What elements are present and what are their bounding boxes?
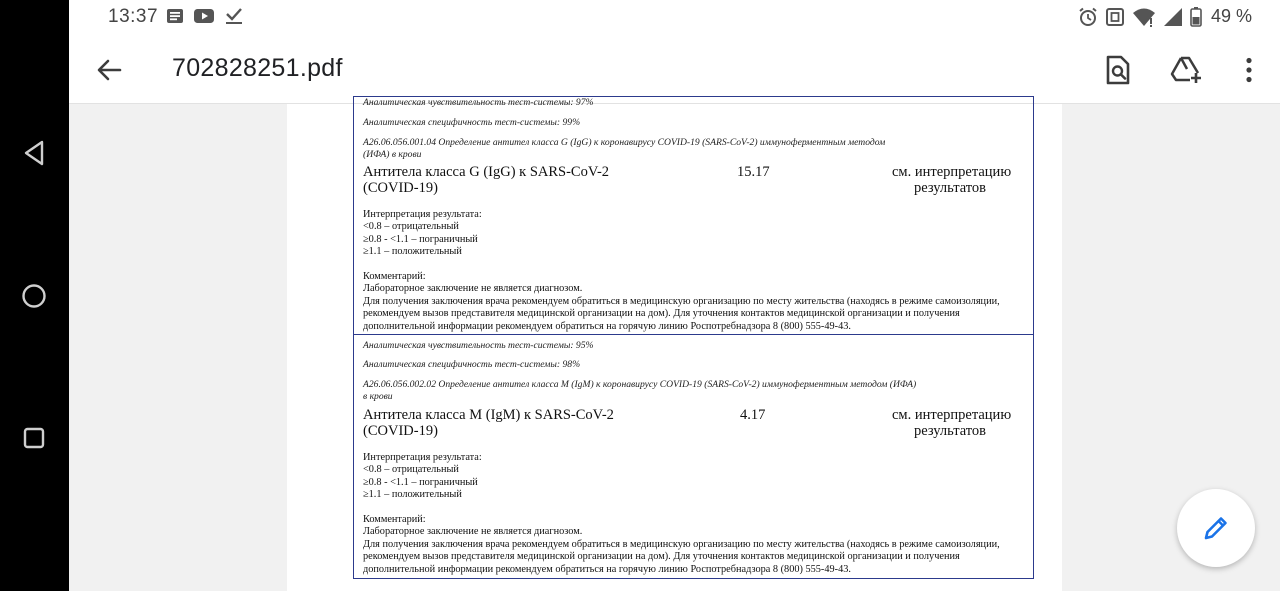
comment-g-4: дополнительной информации рекомендуем обратиться на горячую линию Роспотребнадзора 8 (800) 555-49-43. [363, 321, 851, 332]
interp-g-1: <0.8 – отрицательный [363, 221, 459, 232]
edit-fab-button[interactable] [1177, 489, 1255, 567]
reference-g-line2: результатов [914, 180, 987, 196]
system-navigation-bar [0, 0, 69, 591]
document-title: 702828251.pdf [172, 54, 343, 82]
youtube-notification-icon [193, 8, 215, 24]
find-in-document-button[interactable] [1100, 52, 1136, 88]
specificity-g-text: Аналитическая специфичность тест-системы: 99% [363, 117, 581, 128]
download-done-icon [224, 7, 244, 25]
result-table [353, 96, 1034, 579]
test-name-m-line1: Антитела класса M (IgM) к SARS-CoV-2 [363, 407, 614, 423]
add-to-drive-icon [1170, 56, 1204, 84]
result-value-m: 4.17 [740, 407, 766, 423]
status-bar [69, 0, 1280, 36]
arrow-back-icon [96, 58, 122, 82]
interp-m-title: Интерпретация результата: [363, 452, 482, 463]
comment-g-3: рекомендуем вызов представителя медицинской организации на дом). Для уточнения контактов медицинской организации и получения [363, 308, 960, 319]
reference-m-line2: результатов [914, 423, 987, 439]
test-name-m-line2: (COVID-19) [363, 423, 438, 439]
code-m-line2: в крови [363, 391, 393, 402]
test-name-g-line1: Антитела класса G (IgG) к SARS-CoV-2 [363, 164, 610, 180]
app-bar [69, 36, 1280, 104]
test-name-g-line2: (COVID-19) [363, 180, 438, 196]
square-recents-icon [22, 426, 46, 450]
alarm-icon [1078, 7, 1098, 27]
code-g-line1: А26.06.056.001.04 Определение антител класса G (IgG) к коронавирусу COVID-19 (SARS-CoV-2) иммуноферментным методом [363, 137, 886, 148]
sensitivity-m-text: Аналитическая чувствительность тест-системы: 95% [363, 340, 594, 351]
sensitivity-text-cut: Аналитическая чувствительность тест-системы: 97% [363, 97, 594, 108]
cell-signal-icon [1163, 7, 1183, 27]
code-m-line1: А26.06.056.002.02 Определение антител класса M (IgM) к коронавирусу COVID-19 (SARS-CoV-2) иммуноферментным методом (ИФА) [363, 379, 917, 390]
search-document-icon [1105, 55, 1131, 85]
interp-g-2: ≥0.8 - <1.1 – пограничный [363, 234, 478, 245]
battery-icon [1190, 7, 1202, 27]
interp-m-2: ≥0.8 - <1.1 – пограничный [363, 477, 478, 488]
section-divider [354, 334, 1033, 335]
interp-m-1: <0.8 – отрицательный [363, 464, 459, 475]
comment-g-1: Лабораторное заключение не является диагнозом. [363, 283, 583, 294]
status-time: 13:37 [108, 6, 159, 27]
app-screen [69, 0, 1280, 591]
reference-g-line1: см. интерпретацию [892, 164, 1012, 180]
pencil-icon [1201, 513, 1231, 543]
battery-percent: 49 % [1210, 6, 1252, 26]
triangle-back-icon [22, 140, 46, 166]
comment-g-title: Комментарий: [363, 271, 426, 282]
result-value-g: 15.17 [737, 164, 770, 180]
nav-back-button[interactable] [14, 133, 54, 173]
comment-g-2: Для получения заключения врача рекомендуем обратиться в медицинскую организацию по месту жительства (находясь в режиме самоизоляции, [363, 296, 1000, 307]
more-vert-icon [1245, 57, 1253, 83]
comment-m-3: рекомендуем вызов представителя медицинской организации на дом). Для уточнения контактов медицинской организации и получения [363, 551, 960, 562]
comment-m-4: дополнительной информации рекомендуем обратиться на горячую линию Роспотребнадзора 8 (800) 555-49-43. [363, 564, 851, 575]
nav-recents-button[interactable] [14, 418, 54, 458]
notes-notification-icon [166, 8, 184, 24]
specificity-m-text: Аналитическая специфичность тест-системы: 98% [363, 359, 581, 370]
add-to-drive-button[interactable] [1169, 52, 1205, 88]
circle-home-icon [21, 283, 47, 309]
comment-m-title: Комментарий: [363, 514, 426, 525]
more-options-button[interactable] [1231, 52, 1267, 88]
interp-m-3: ≥1.1 – положительный [363, 489, 462, 500]
back-button[interactable] [91, 52, 127, 88]
comment-m-1: Лабораторное заключение не является диагнозом. [363, 526, 583, 537]
interp-g-3: ≥1.1 – положительный [363, 246, 462, 257]
pdf-page[interactable] [287, 97, 1062, 591]
nav-home-button[interactable] [14, 276, 54, 316]
code-g-line2: (ИФА) в крови [363, 149, 422, 160]
wifi-icon [1132, 7, 1156, 27]
nfc-icon [1105, 7, 1125, 27]
interp-g-title: Интерпретация результата: [363, 209, 482, 220]
comment-m-2: Для получения заключения врача рекомендуем обратиться в медицинскую организацию по месту жительства (находясь в режиме самоизоляции, [363, 539, 1000, 550]
reference-m-line1: см. интерпретацию [892, 407, 1012, 423]
